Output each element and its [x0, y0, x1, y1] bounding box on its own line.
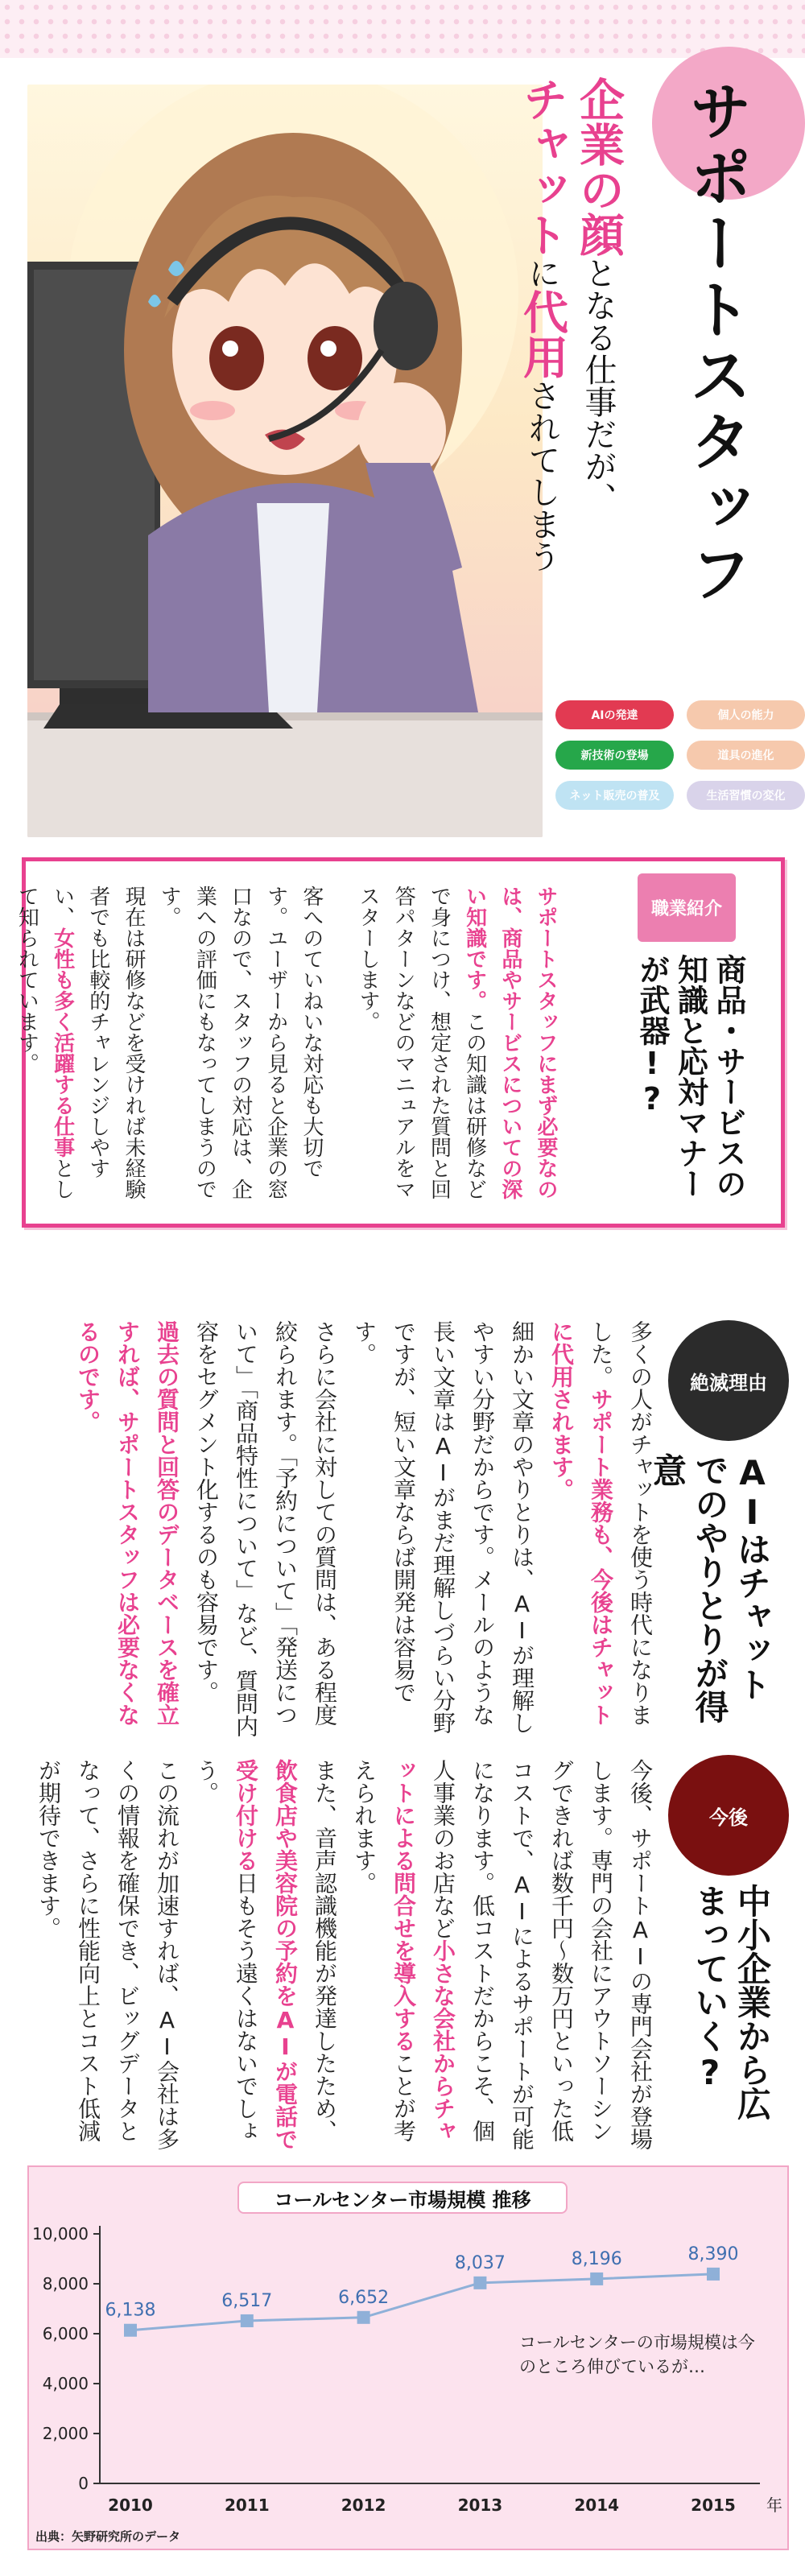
catch-copy [514, 76, 626, 600]
data-point [590, 2273, 603, 2285]
data-label: 8,196 [571, 2248, 622, 2269]
reason-para-4-emphasis: 過去の質問と回答のデータベースを確立すれば、サポートスタッフは必要なくなるのです。 [75, 1320, 180, 1726]
job-intro-badge-label: 職業紹介 [650, 899, 722, 919]
catch-emphasis-chat: チャット [516, 76, 568, 257]
x-tick-label: 2014 [574, 2496, 620, 2515]
reason-para-1-emphasis: サポート業務も、今後はチャットに代用されます。 [548, 1320, 614, 1726]
catch-emphasis-replace: 代用 [516, 289, 568, 379]
x-tick-label: 2013 [457, 2496, 503, 2515]
future-body [29, 1759, 660, 2153]
extinction-reason-body [68, 1320, 660, 1739]
future-para-1-text-b: ことが考えられます。 [351, 1759, 417, 2142]
y-tick-label: 6,000 [42, 2324, 89, 2343]
tag-tool-evolution: 道具の進化 [687, 741, 805, 770]
series-line [130, 2274, 713, 2330]
reason-para-1-text: 多くの人がチャットを使う時代になりました。 [588, 1320, 654, 1726]
tag-lifestyle-change: 生活習慣の変化 [687, 781, 805, 810]
job-para-3-text-b: として知られています。 [14, 886, 75, 1199]
x-axis-unit: 年 [766, 2496, 782, 2515]
tag-online-sales: ネット販売の普及 [555, 781, 674, 810]
page-title: サポートスタッフ [679, 79, 752, 607]
data-label: 6,652 [338, 2287, 390, 2308]
x-tick-label: 2012 [341, 2496, 386, 2515]
future-badge [668, 1755, 789, 1876]
future-badge-label: 今後 [709, 1806, 748, 1829]
reason-para-2: 細かい文章のやりとりは、AIが理解しやすい分野だからです。メールのような長い文章はAIがまだ理解しづらい分野ですが、短い文章ならば開発は容易です。 [351, 1320, 535, 1734]
future-para-2-text-b: 日もそう遠くはないでしょう。 [193, 1759, 259, 2142]
catch-text-1: となる仕事だが、 [580, 257, 617, 514]
chart-marks [105, 2244, 739, 2337]
data-label: 8,390 [687, 2244, 739, 2264]
job-para-3-text-a: 現在は研修などを受ければ未経験者でも比較的チャレンジしやすい、 [50, 886, 146, 1199]
y-tick-label: 8,000 [42, 2274, 89, 2293]
reason-tags [555, 700, 805, 810]
future-para-1 [345, 1759, 660, 2153]
future-para-2-emphasis: 飲食店や美容院の予約をAIが電話で受け付ける [233, 1759, 299, 2150]
data-point [707, 2268, 720, 2281]
extinction-reason-title: AIはチャットでのやりとりが得意 [648, 1453, 772, 1724]
job-para-3-emphasis: 女性も多く活躍する仕事 [50, 927, 75, 1158]
job-para-3 [9, 886, 151, 1216]
job-intro-badge [638, 873, 736, 942]
y-tick-label: 10,000 [32, 2224, 89, 2244]
job-intro-title: 商品・サービスの知識と応対マナーが武器!? [634, 954, 746, 1199]
tag-personal-ability: 個人の能力 [687, 700, 805, 729]
y-tick-label: 4,000 [42, 2374, 89, 2393]
future-para-1-emphasis: 小さな会社からチャットによる問合せを導入する [390, 1759, 456, 2142]
reason-para-1 [542, 1320, 660, 1739]
chart-annotation: コールセンターの市場規模は今のところ伸びているが… [519, 2333, 755, 2377]
future-para-1-text-a: 今後、サポートAIの専門会社が登場します。専門の会社にアウトソーシングできれば数千円〜数万円といった低コストで、AIによるサポートが可能になります。低コストだからこそ、個人事業のお店など [430, 1759, 654, 2150]
future-title: 中小企業から広まっていく? [690, 1884, 772, 2120]
reason-para-3: さらに会社に対しての質問は、ある程度絞られます。「予約について」「発送について」「商品特性について」など、質問内容をセグメント化するのも容易です。 [193, 1320, 338, 1737]
future-para-3: この流れが加速すれば、AI会社は多くの情報を確保でき、ビッグデータとなって、さらに性能向上とコスト低減が期待できます。 [35, 1759, 180, 2150]
data-point [473, 2277, 486, 2289]
tag-ai-development: AIの発達 [555, 700, 674, 729]
top-pattern-band [0, 0, 805, 58]
job-para-1-text: この知識は研修などで身につけ、想定された質問と回答パターンなどのマニュアルをマスターします。 [356, 886, 487, 1199]
future-para-2 [187, 1759, 345, 2153]
job-para-2: 客へのていねいな対応も大切です。ユーザーから見ると企業の窓口なので、スタッフの対応は、企業への評価にもなってしまうのです。 [157, 886, 324, 1199]
data-point [357, 2311, 370, 2324]
support-staff-illustration [27, 85, 543, 837]
future-para-2-text-a: また、音声認識機能が発達したため、 [312, 1759, 338, 2142]
extinction-reason-badge-label: 絶滅理由 [690, 1371, 767, 1394]
catch-line1 [572, 76, 625, 514]
catch-text-ni: に [523, 257, 560, 289]
extinction-reason-badge [668, 1320, 789, 1441]
y-tick-label: 0 [78, 2474, 89, 2493]
job-intro-body [9, 886, 564, 1216]
data-label: 6,138 [105, 2300, 156, 2321]
data-point [124, 2324, 137, 2337]
x-tick-label: 2011 [224, 2496, 270, 2515]
catch-text-2: されてしまう [523, 379, 560, 572]
catch-line2 [516, 76, 568, 572]
data-label: 8,037 [454, 2252, 506, 2273]
x-tick-label: 2010 [108, 2496, 153, 2515]
catch-emphasis-face: 企業の顔 [572, 76, 625, 257]
chart-source: 出典：矢野研究所のデータ [35, 2529, 181, 2544]
job-para-1 [350, 886, 564, 1216]
hero-illustration [27, 85, 543, 837]
x-tick-label: 2015 [691, 2496, 736, 2515]
data-label: 6,517 [221, 2290, 273, 2311]
y-tick-label: 2,000 [42, 2424, 89, 2443]
data-point [241, 2314, 254, 2327]
tag-new-technology: 新技術の登場 [555, 741, 674, 770]
chart-title-text: コールセンター市場規模 推移 [274, 2188, 531, 2211]
job-para-1-emphasis: サポートスタッフにまず必要なのは、商品やサービスについての深い知識です。 [462, 886, 558, 1199]
